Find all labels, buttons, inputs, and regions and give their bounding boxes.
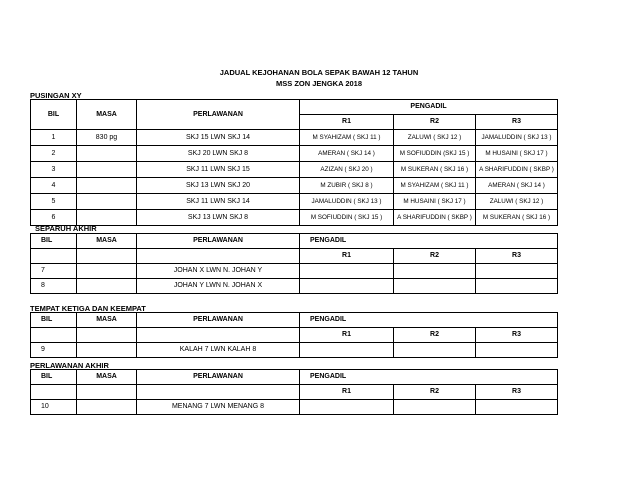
cell-r2: M SOFIUDDIN (SKJ 15 ) [394, 146, 476, 162]
cell-bil: 2 [31, 146, 77, 162]
cell-r3 [476, 279, 558, 294]
cell-masa [77, 279, 137, 294]
cell-bil: 7 [31, 264, 77, 279]
header-r2: R2 [394, 385, 476, 400]
cell-r3: JAMALUDDIN ( SKJ 13 ) [476, 130, 558, 146]
header-r2: R2 [394, 249, 476, 264]
cell-bil: 6 [31, 210, 77, 226]
cell-perlawanan: MENANG 7 LWN MENANG 8 [137, 400, 300, 415]
cell-r1: M ZUBIR ( SKJ 8 ) [300, 178, 394, 194]
header-perlawanan: PERLAWANAN [137, 100, 300, 130]
cell-r1 [300, 400, 394, 415]
cell-r2: A SHARIFUDDIN ( SKBP ) [394, 210, 476, 226]
table-perlawanan-akhir [30, 369, 558, 415]
table-header-row [31, 100, 558, 115]
cell-masa [77, 264, 137, 279]
document-title: JADUAL KEJOHANAN BOLA SEPAK BAWAH 12 TAHUN [219, 68, 419, 77]
header-r3: R3 [476, 328, 558, 343]
cell-r2 [394, 279, 476, 294]
header-bil: BIL [31, 370, 77, 385]
table-separuh-akhir [30, 233, 558, 294]
header-r1: R1 [300, 385, 394, 400]
cell-masa: 830 pg [77, 130, 137, 146]
table-row [31, 146, 558, 162]
table-pusingan [30, 99, 558, 226]
cell-bil: 1 [31, 130, 77, 146]
header-r1: R1 [300, 249, 394, 264]
cell-perlawanan: SKJ 11 LWN SKJ 14 [137, 194, 300, 210]
cell-r2 [394, 264, 476, 279]
header-masa: MASA [77, 370, 137, 385]
section-label-separuh-akhir: SEPARUH AKHIR [35, 224, 97, 233]
header-pengadil: PENGADIL [300, 313, 394, 328]
header-pengadil: PENGADIL [300, 370, 394, 385]
cell-r1 [300, 264, 394, 279]
cell-masa [77, 343, 137, 358]
table-row [31, 343, 558, 358]
header-perlawanan: PERLAWANAN [137, 234, 300, 249]
table-row [31, 400, 558, 415]
header-r1: R1 [300, 115, 394, 130]
cell-r2: M SUKERAN ( SKJ 16 ) [394, 162, 476, 178]
cell-r3: M HUSAINI ( SKJ 17 ) [476, 146, 558, 162]
cell-bil: 3 [31, 162, 77, 178]
cell-bil: 8 [31, 279, 77, 294]
cell-perlawanan: JOHAN X LWN N. JOHAN Y [137, 264, 300, 279]
header-masa: MASA [77, 234, 137, 249]
cell-r1: M SOFIUDDIN ( SKJ 15 ) [300, 210, 394, 226]
cell-r2: M SYAHIZAM ( SKJ 11 ) [394, 178, 476, 194]
cell-r3: AMERAN ( SKJ 14 ) [476, 178, 558, 194]
table-subheader-row [31, 328, 558, 343]
header-pengadil: PENGADIL [300, 234, 394, 249]
cell-r2 [394, 400, 476, 415]
cell-masa [77, 146, 137, 162]
table-row [31, 194, 558, 210]
cell-perlawanan: SKJ 13 LWN SKJ 20 [137, 178, 300, 194]
cell-masa [77, 162, 137, 178]
cell-r1 [300, 343, 394, 358]
cell-r3: A SHARIFUDDIN ( SKBP ) [476, 162, 558, 178]
table-row [31, 210, 558, 226]
header-r1: R1 [300, 328, 394, 343]
cell-bil: 9 [31, 343, 77, 358]
table-header-row [31, 313, 558, 328]
table-subheader-row [31, 249, 558, 264]
cell-r2 [394, 343, 476, 358]
cell-perlawanan: KALAH 7 LWN KALAH 8 [137, 343, 300, 358]
table-row [31, 279, 558, 294]
table-subheader-row [31, 385, 558, 400]
section-label-pusingan: PUSINGAN XY [30, 91, 82, 100]
header-perlawanan: PERLAWANAN [137, 370, 300, 385]
header-r3: R3 [476, 249, 558, 264]
cell-perlawanan: SKJ 11 LWN SKJ 15 [137, 162, 300, 178]
cell-bil: 10 [31, 400, 77, 415]
cell-r1: AMERAN ( SKJ 14 ) [300, 146, 394, 162]
cell-r3: M SUKERAN ( SKJ 16 ) [476, 210, 558, 226]
header-r2: R2 [394, 115, 476, 130]
cell-r3: ZALUWI ( SKJ 12 ) [476, 194, 558, 210]
cell-bil: 4 [31, 178, 77, 194]
header-r2: R2 [394, 328, 476, 343]
cell-r2: M HUSAINI ( SKJ 17 ) [394, 194, 476, 210]
cell-r1: M SYAHIZAM ( SKJ 11 ) [300, 130, 394, 146]
table-header-row [31, 370, 558, 385]
document-subtitle: MSS ZON JENGKA 2018 [276, 79, 362, 88]
header-bil: BIL [31, 313, 77, 328]
table-row [31, 264, 558, 279]
cell-r1 [300, 279, 394, 294]
table-tempat-ketiga [30, 312, 558, 358]
cell-r1: AZIZAN ( SKJ 20 ) [300, 162, 394, 178]
header-bil: BIL [31, 234, 77, 249]
section-label-tempat-ketiga: TEMPAT KETIGA DAN KEEMPAT [30, 304, 146, 313]
cell-masa [77, 400, 137, 415]
table-row [31, 178, 558, 194]
cell-bil: 5 [31, 194, 77, 210]
header-masa: MASA [77, 313, 137, 328]
cell-r3 [476, 343, 558, 358]
table-header-row [31, 234, 558, 249]
section-label-perlawanan-akhir: PERLAWANAN AKHIR [30, 361, 109, 370]
header-perlawanan: PERLAWANAN [137, 313, 300, 328]
cell-r1: JAMALUDDIN ( SKJ 13 ) [300, 194, 394, 210]
cell-perlawanan: JOHAN Y LWN N. JOHAN X [137, 279, 300, 294]
cell-perlawanan: SKJ 13 LWN SKJ 8 [137, 210, 300, 226]
cell-perlawanan: SKJ 20 LWN SKJ 8 [137, 146, 300, 162]
table-row [31, 130, 558, 146]
header-bil: BIL [31, 100, 77, 130]
cell-perlawanan: SKJ 15 LWN SKJ 14 [137, 130, 300, 146]
header-pengadil: PENGADIL [300, 100, 558, 115]
cell-masa [77, 178, 137, 194]
header-masa: MASA [77, 100, 137, 130]
header-r3: R3 [476, 115, 558, 130]
cell-r3 [476, 400, 558, 415]
table-row [31, 162, 558, 178]
cell-masa [77, 194, 137, 210]
cell-r2: ZALUWI ( SKJ 12 ) [394, 130, 476, 146]
cell-r3 [476, 264, 558, 279]
header-r3: R3 [476, 385, 558, 400]
